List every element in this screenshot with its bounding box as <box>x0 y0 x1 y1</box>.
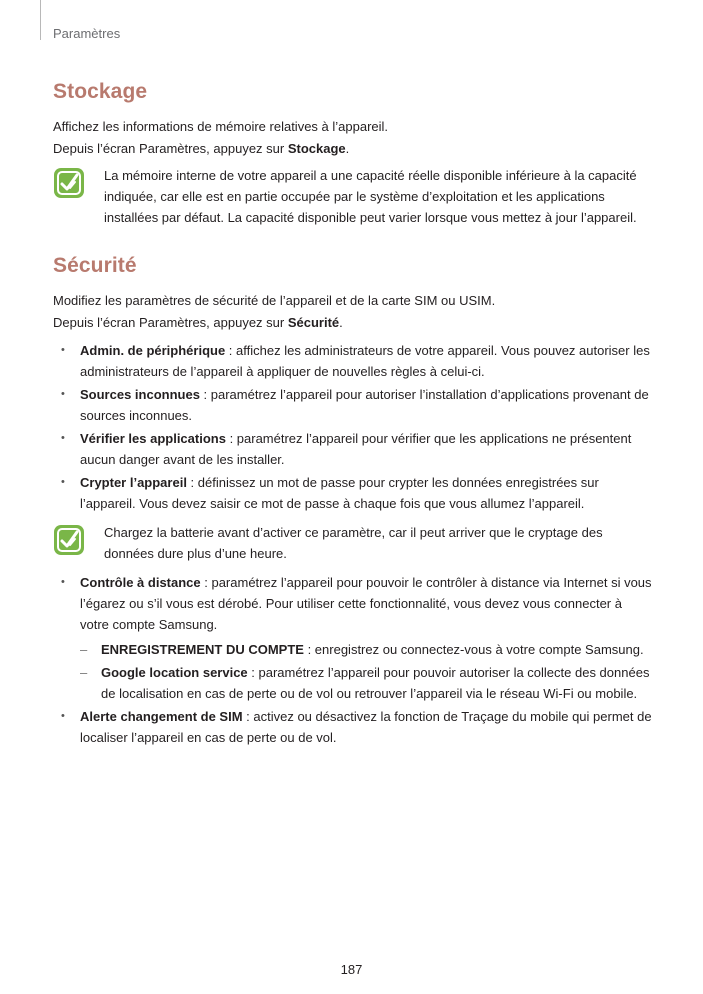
stockage-intro: Affichez les informations de mémoire relatives à l’appareil. <box>53 119 389 134</box>
note-icon <box>53 524 85 556</box>
list-item: • Contrôle à distance : paramétrez l’appareil pour pouvoir le contrôler à distance via Internet si vous l’égarez ou s’il vous est dérobé. Pour utiliser cette fonctionnalité, vous devez vous connecter à votre compte Samsung. – ENREGISTREMENT DU COMPTE : enregistrez ou connectez-vous à votre compte Samsung. – Google location service : paramétrez l’appareil pour pouvoir autoriser la collecte des données de localisation en cas de perte ou de vol ou retrouver l’appareil via le réseau Wi-Fi ou mobile. <box>53 572 653 704</box>
sub-list-item: – Google location service : paramétrez l’appareil pour pouvoir autoriser la collecte des données de localisation en cas de perte ou de vol ou retrouver l’appareil via le réseau Wi-Fi ou mobile. <box>80 662 653 704</box>
section-title-stockage: Stockage <box>53 80 148 103</box>
running-header: Paramètres <box>53 26 121 41</box>
stockage-path: Depuis l’écran Paramètres, appuyez sur Stockage. <box>53 141 350 156</box>
page-number: 187 <box>340 962 363 977</box>
sub-options-list <box>80 639 653 704</box>
page-content <box>53 80 653 750</box>
header-rule <box>40 0 41 40</box>
section-title-securite: Sécurité <box>53 254 137 277</box>
list-item: • Admin. de périphérique : affichez les administrateurs de votre appareil. Vous pouvez autoriser les administrateurs de l’appareil à appliquer de nouvelles règles à celui-ci. <box>53 340 653 382</box>
securite-path: Depuis l’écran Paramètres, appuyez sur Sécurité. <box>53 315 343 330</box>
note-icon <box>53 167 85 199</box>
securite-intro: Modifiez les paramètres de sécurité de l’appareil et de la carte SIM ou USIM. <box>53 293 496 308</box>
sub-list-item: – ENREGISTREMENT DU COMPTE : enregistrez ou connectez-vous à votre compte Samsung. <box>80 639 653 660</box>
section-stockage <box>53 80 653 228</box>
list-item: • Vérifier les applications : paramétrez l’appareil pour vérifier que les applications ne présentent aucun danger avant de les installer. <box>53 428 653 470</box>
section-securite <box>53 254 653 748</box>
securite-options-list <box>53 340 653 514</box>
list-item: • Crypter l’appareil : définissez un mot de passe pour crypter les données enregistrées sur l’appareil. Vous devez saisir ce mot de passe à chaque fois que vous allumez l’appareil. <box>53 472 653 514</box>
stockage-note-text: La mémoire interne de votre appareil a une capacité réelle disponible inférieure à la capacité indiquée, car elle est en partie occupée par le système d’exploitation et les applications installées par défaut. La capacité disponible peut varier lorsque vous mettez à jour l’appareil. <box>104 168 637 225</box>
securite-options-list-2 <box>53 572 653 748</box>
cryptage-note-text: Chargez la batterie avant d’activer ce paramètre, car il peut arriver que le cryptage des données dure plus d’une heure. <box>104 525 603 561</box>
cryptage-note <box>53 522 653 564</box>
list-item: • Sources inconnues : paramétrez l’appareil pour autoriser l’installation d’applications provenant de sources inconnues. <box>53 384 653 426</box>
stockage-note <box>53 165 653 228</box>
list-item: • Alerte changement de SIM : activez ou désactivez la fonction de Traçage du mobile qui permet de localiser l’appareil en cas de perte ou de vol. <box>53 706 653 748</box>
